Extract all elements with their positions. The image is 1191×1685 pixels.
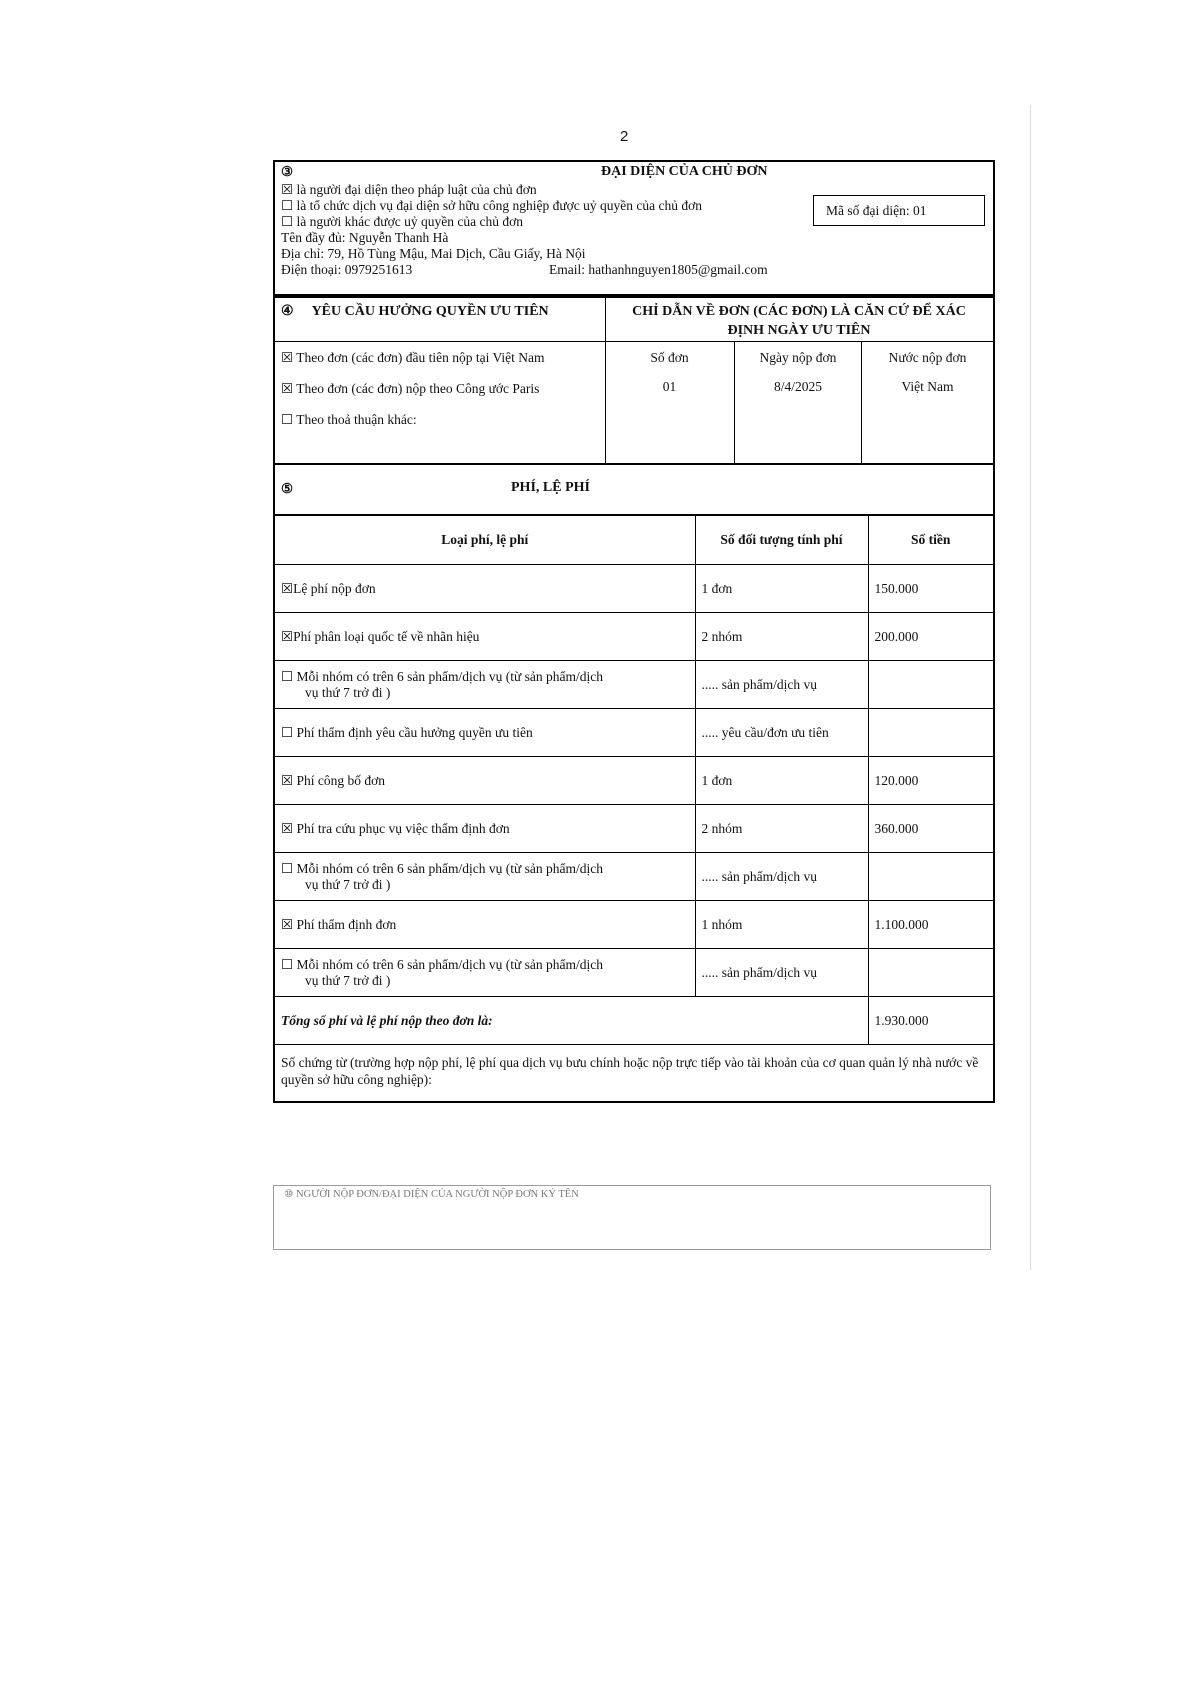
fee-count: ..... sản phẩm/dịch vụ xyxy=(695,661,868,709)
fee-count: ..... sản phẩm/dịch vụ xyxy=(695,853,868,901)
table-row xyxy=(275,853,993,901)
signature-box[interactable] xyxy=(273,1185,991,1250)
priority-basis-title: ĐỊNH NGÀY ƯU TIÊN xyxy=(727,323,871,338)
section-number: ③ xyxy=(281,164,294,179)
fee-amount xyxy=(868,949,993,997)
fee-name[interactable] xyxy=(275,949,695,997)
fee-name[interactable] xyxy=(275,853,695,901)
fee-name[interactable]: ☒Phí phân loại quốc tế về nhãn hiệu xyxy=(275,613,695,661)
section-number: ④ xyxy=(281,304,294,319)
table-row xyxy=(275,565,993,613)
fee-name[interactable]: ☐ Phí thẩm định yêu cầu hưởng quyền ưu tiên xyxy=(275,709,695,757)
fee-amount: 200.000 xyxy=(868,613,993,661)
priority-basis-title: CHỈ DẪN VỀ ĐƠN (CÁC ĐƠN) LÀ CĂN CỨ ĐỂ XÁC xyxy=(632,304,966,319)
fee-name[interactable]: ☒ Phí công bố đơn xyxy=(275,757,695,805)
email: Email: hathanhnguyen1805@gmail.com xyxy=(549,262,768,277)
fee-count: 2 nhóm xyxy=(695,805,868,853)
column-header: Loại phí, lệ phí xyxy=(275,516,695,565)
table-row xyxy=(275,757,993,805)
section-title: ĐẠI DIỆN CỦA CHỦ ĐƠN xyxy=(601,164,768,179)
column-header: Nước nộp đơn xyxy=(888,350,967,365)
table-row xyxy=(275,661,993,709)
priority-option[interactable]: ☒ Theo đơn (các đơn) nộp theo Công ước Paris xyxy=(281,381,540,396)
fee-name-line: ☐ Mỗi nhóm có trên 6 sản phẩm/dịch vụ (từ sản phẩm/dịch xyxy=(281,956,603,972)
fee-name[interactable] xyxy=(275,661,695,709)
page-edge-line xyxy=(1030,105,1031,1270)
fee-amount xyxy=(868,661,993,709)
fee-count: 2 nhóm xyxy=(695,613,868,661)
column-value: Việt Nam xyxy=(901,379,954,394)
representative-option[interactable]: ☐ là tổ chức dịch vụ đại diện sở hữu công nghiệp được uỷ quyền của chủ đơn xyxy=(281,198,702,213)
column-header: Số tiền xyxy=(868,516,993,565)
table-row xyxy=(275,805,993,853)
fee-name-line: ☐ Mỗi nhóm có trên 6 sản phẩm/dịch vụ (từ sản phẩm/dịch xyxy=(281,668,603,684)
fee-amount: 150.000 xyxy=(868,565,993,613)
fee-count: ..... sản phẩm/dịch vụ xyxy=(695,949,868,997)
signature-label: ⑩ NGƯỜI NỘP ĐƠN/ĐẠI DIỆN CỦA NGƯỜI NỘP ĐƠN KÝ TÊN xyxy=(284,1189,579,1200)
fees-table xyxy=(275,516,993,1045)
fee-name[interactable]: ☒ Phí thẩm định đơn xyxy=(275,901,695,949)
fee-amount: 120.000 xyxy=(868,757,993,805)
fee-name[interactable]: ☒ Phí tra cứu phục vụ việc thẩm định đơn xyxy=(275,805,695,853)
fee-amount xyxy=(868,853,993,901)
total-label: Tổng số phí và lệ phí nộp theo đơn là: xyxy=(275,997,868,1045)
column-filing-country xyxy=(862,342,993,463)
column-application-number xyxy=(605,342,735,463)
priority-section xyxy=(273,294,995,463)
column-header: Số đơn xyxy=(650,350,689,365)
representative-section xyxy=(273,160,995,294)
total-amount: 1.930.000 xyxy=(868,997,993,1045)
fee-count: 1 nhóm xyxy=(695,901,868,949)
fee-name-line: vụ thứ 7 trở đi ) xyxy=(305,972,391,988)
column-value: 8/4/2025 xyxy=(773,379,822,394)
priority-header xyxy=(275,298,605,342)
priority-basis-header xyxy=(605,298,993,342)
receipt-note: Số chứng từ (trường hợp nộp phí, lệ phí qua dịch vụ bưu chính hoặc nộp trực tiếp vào tài khoản của cơ quan quản lý nhà nước về quyền sở hữu công nghiệp): xyxy=(281,1055,979,1087)
column-header: Ngày nộp đơn xyxy=(759,350,837,365)
column-header: Số đối tượng tính phí xyxy=(695,516,868,565)
section-number: ⑤ xyxy=(281,481,294,496)
table-row xyxy=(275,709,993,757)
table-row xyxy=(275,949,993,997)
representative-option[interactable]: ☒ là người đại diện theo pháp luật của chủ đơn xyxy=(281,182,537,197)
fee-name[interactable]: ☒Lệ phí nộp đơn xyxy=(275,565,695,613)
section-title: PHÍ, LỆ PHÍ xyxy=(511,480,590,495)
fee-count: ..... yêu cầu/đơn ưu tiên xyxy=(695,709,868,757)
section-title: YÊU CẦU HƯỞNG QUYỀN ƯU TIÊN xyxy=(311,304,549,319)
fee-count: 1 đơn xyxy=(695,757,868,805)
priority-option[interactable]: ☒ Theo đơn (các đơn) đầu tiên nộp tại Việt Nam xyxy=(281,350,545,365)
table-header-row xyxy=(275,516,993,565)
priority-option[interactable]: ☐ Theo thoả thuận khác: xyxy=(281,412,417,427)
fee-amount: 360.000 xyxy=(868,805,993,853)
page-number: 2 xyxy=(620,128,629,145)
address: Địa chỉ: 79, Hồ Tùng Mậu, Mai Dịch, Cầu Giấy, Hà Nội xyxy=(281,246,586,261)
fee-name-line: vụ thứ 7 trở đi ) xyxy=(305,876,391,892)
fee-amount: 1.100.000 xyxy=(868,901,993,949)
column-value: 01 xyxy=(662,379,677,394)
fee-count: 1 đơn xyxy=(695,565,868,613)
phone: Điện thoại: 0979251613 xyxy=(281,262,413,277)
table-row xyxy=(275,613,993,661)
table-row xyxy=(275,901,993,949)
total-row xyxy=(275,997,993,1045)
column-filing-date xyxy=(735,342,862,463)
representative-option[interactable]: ☐ là người khác được uỷ quyền của chủ đơn xyxy=(281,214,523,229)
fee-amount xyxy=(868,709,993,757)
fees-section xyxy=(273,463,995,1103)
fee-name-line: vụ thứ 7 trở đi ) xyxy=(305,684,391,700)
fee-name-line: ☐ Mỗi nhóm có trên 6 sản phẩm/dịch vụ (từ sản phẩm/dịch xyxy=(281,860,603,876)
representative-code-box: Mã số đại diện: 01 xyxy=(813,195,985,226)
full-name: Tên đầy đủ: Nguyễn Thanh Hà xyxy=(281,230,449,245)
